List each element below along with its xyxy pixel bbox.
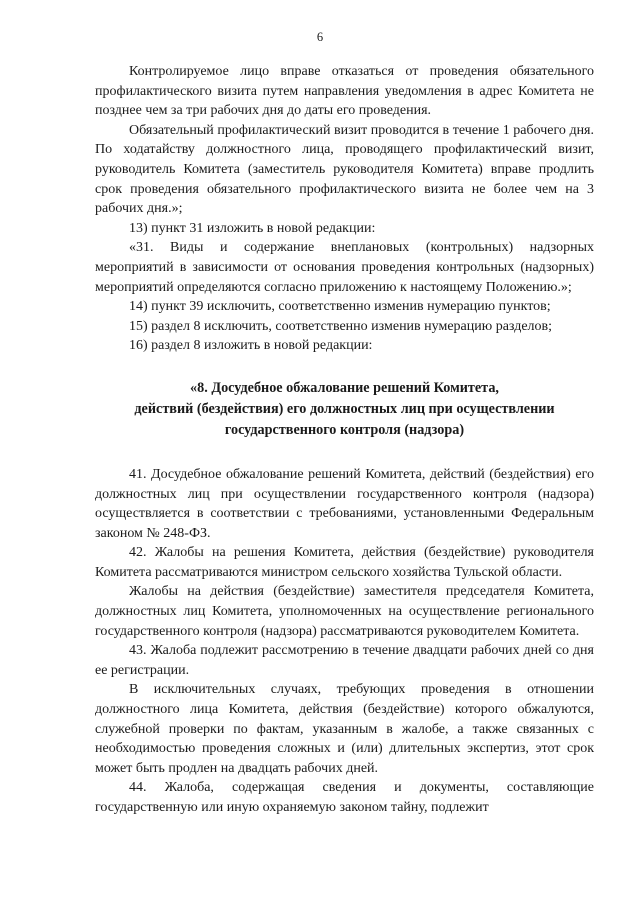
page-number: 6: [316, 30, 324, 44]
paragraph: Контролируемое лицо вправе отказаться от проведения обязательного профилактического визита путем направления уведомления в адрес Комитета не позднее чем за три рабочих дня до даты его проведения.: [95, 64, 594, 119]
paragraph: 43. Жалоба подлежит рассмотрению в течение двадцати рабочих дней со дня ее регистрации.: [95, 643, 594, 678]
document-body: [95, 62, 594, 818]
paragraph: Обязательный профилактический визит проводится в течение 1 рабочего дня. По ходатайству должностного лица, проводящего профилактический визит, руководитель Комитета (заместитель руководителя Комитета) вправе продлить срок проведения обязательного профилактического визита не более чем на 3 рабочих дня.»;: [95, 122, 594, 217]
paragraph: В исключительных случаях, требующих проведения в отношении должностного лица Комитета, действия (бездействие) которого обжалуются, служебной проверки по фактам, указанным в жалобе, а также связанных с необходимостью проведения сложных и (или) длительных экспертиз, этот срок может быть продлен на двадцать рабочих дней.: [95, 682, 594, 776]
heading-line: «8. Досудебное обжалование решений Комитета,: [190, 379, 499, 396]
heading-line: государственного контроля (надзора): [224, 421, 465, 438]
paragraph: 41. Досудебное обжалование решений Комитета, действий (бездействия) его должностных лиц при осуществлении государственного контроля (надзора) осуществляется в соответствии с требованиями, установленными Федеральным законом № 248-ФЗ.: [95, 466, 594, 541]
paragraph: 44. Жалоба, содержащая сведения и документы, составляющие государственную или иную охраняемую законом тайну, подлежит: [95, 780, 594, 815]
paragraph: Жалобы на действия (бездействие) заместителя председателя Комитета, должностных лиц Комитета, уполномоченных на осуществление регионального государственного контроля (надзора) рассматриваются руководителем Комитета.: [95, 584, 594, 639]
heading-line: действий (бездействия) его должностных лиц при осуществлении: [134, 400, 555, 417]
paragraph: 16) раздел 8 изложить в новой редакции:: [129, 338, 373, 354]
paragraph: 15) раздел 8 исключить, соответственно изменив нумерацию разделов;: [129, 318, 553, 334]
paragraph: 14) пункт 39 исключить, соответственно изменив нумерацию пунктов;: [129, 299, 551, 315]
paragraph: «31. Виды и содержание внеплановых (контрольных) надзорных мероприятий в зависимости от основания проведения контрольных (надзорных) мероприятий определяются согласно приложению к настоящему Положению.»;: [95, 240, 594, 295]
section-heading: [95, 378, 594, 441]
paragraph: 42. Жалобы на решения Комитета, действия (бездействие) руководителя Комитета рассматриваются министром сельского хозяйства Тульской области.: [95, 545, 594, 580]
paragraph: 13) пункт 31 изложить в новой редакции:: [129, 220, 376, 236]
